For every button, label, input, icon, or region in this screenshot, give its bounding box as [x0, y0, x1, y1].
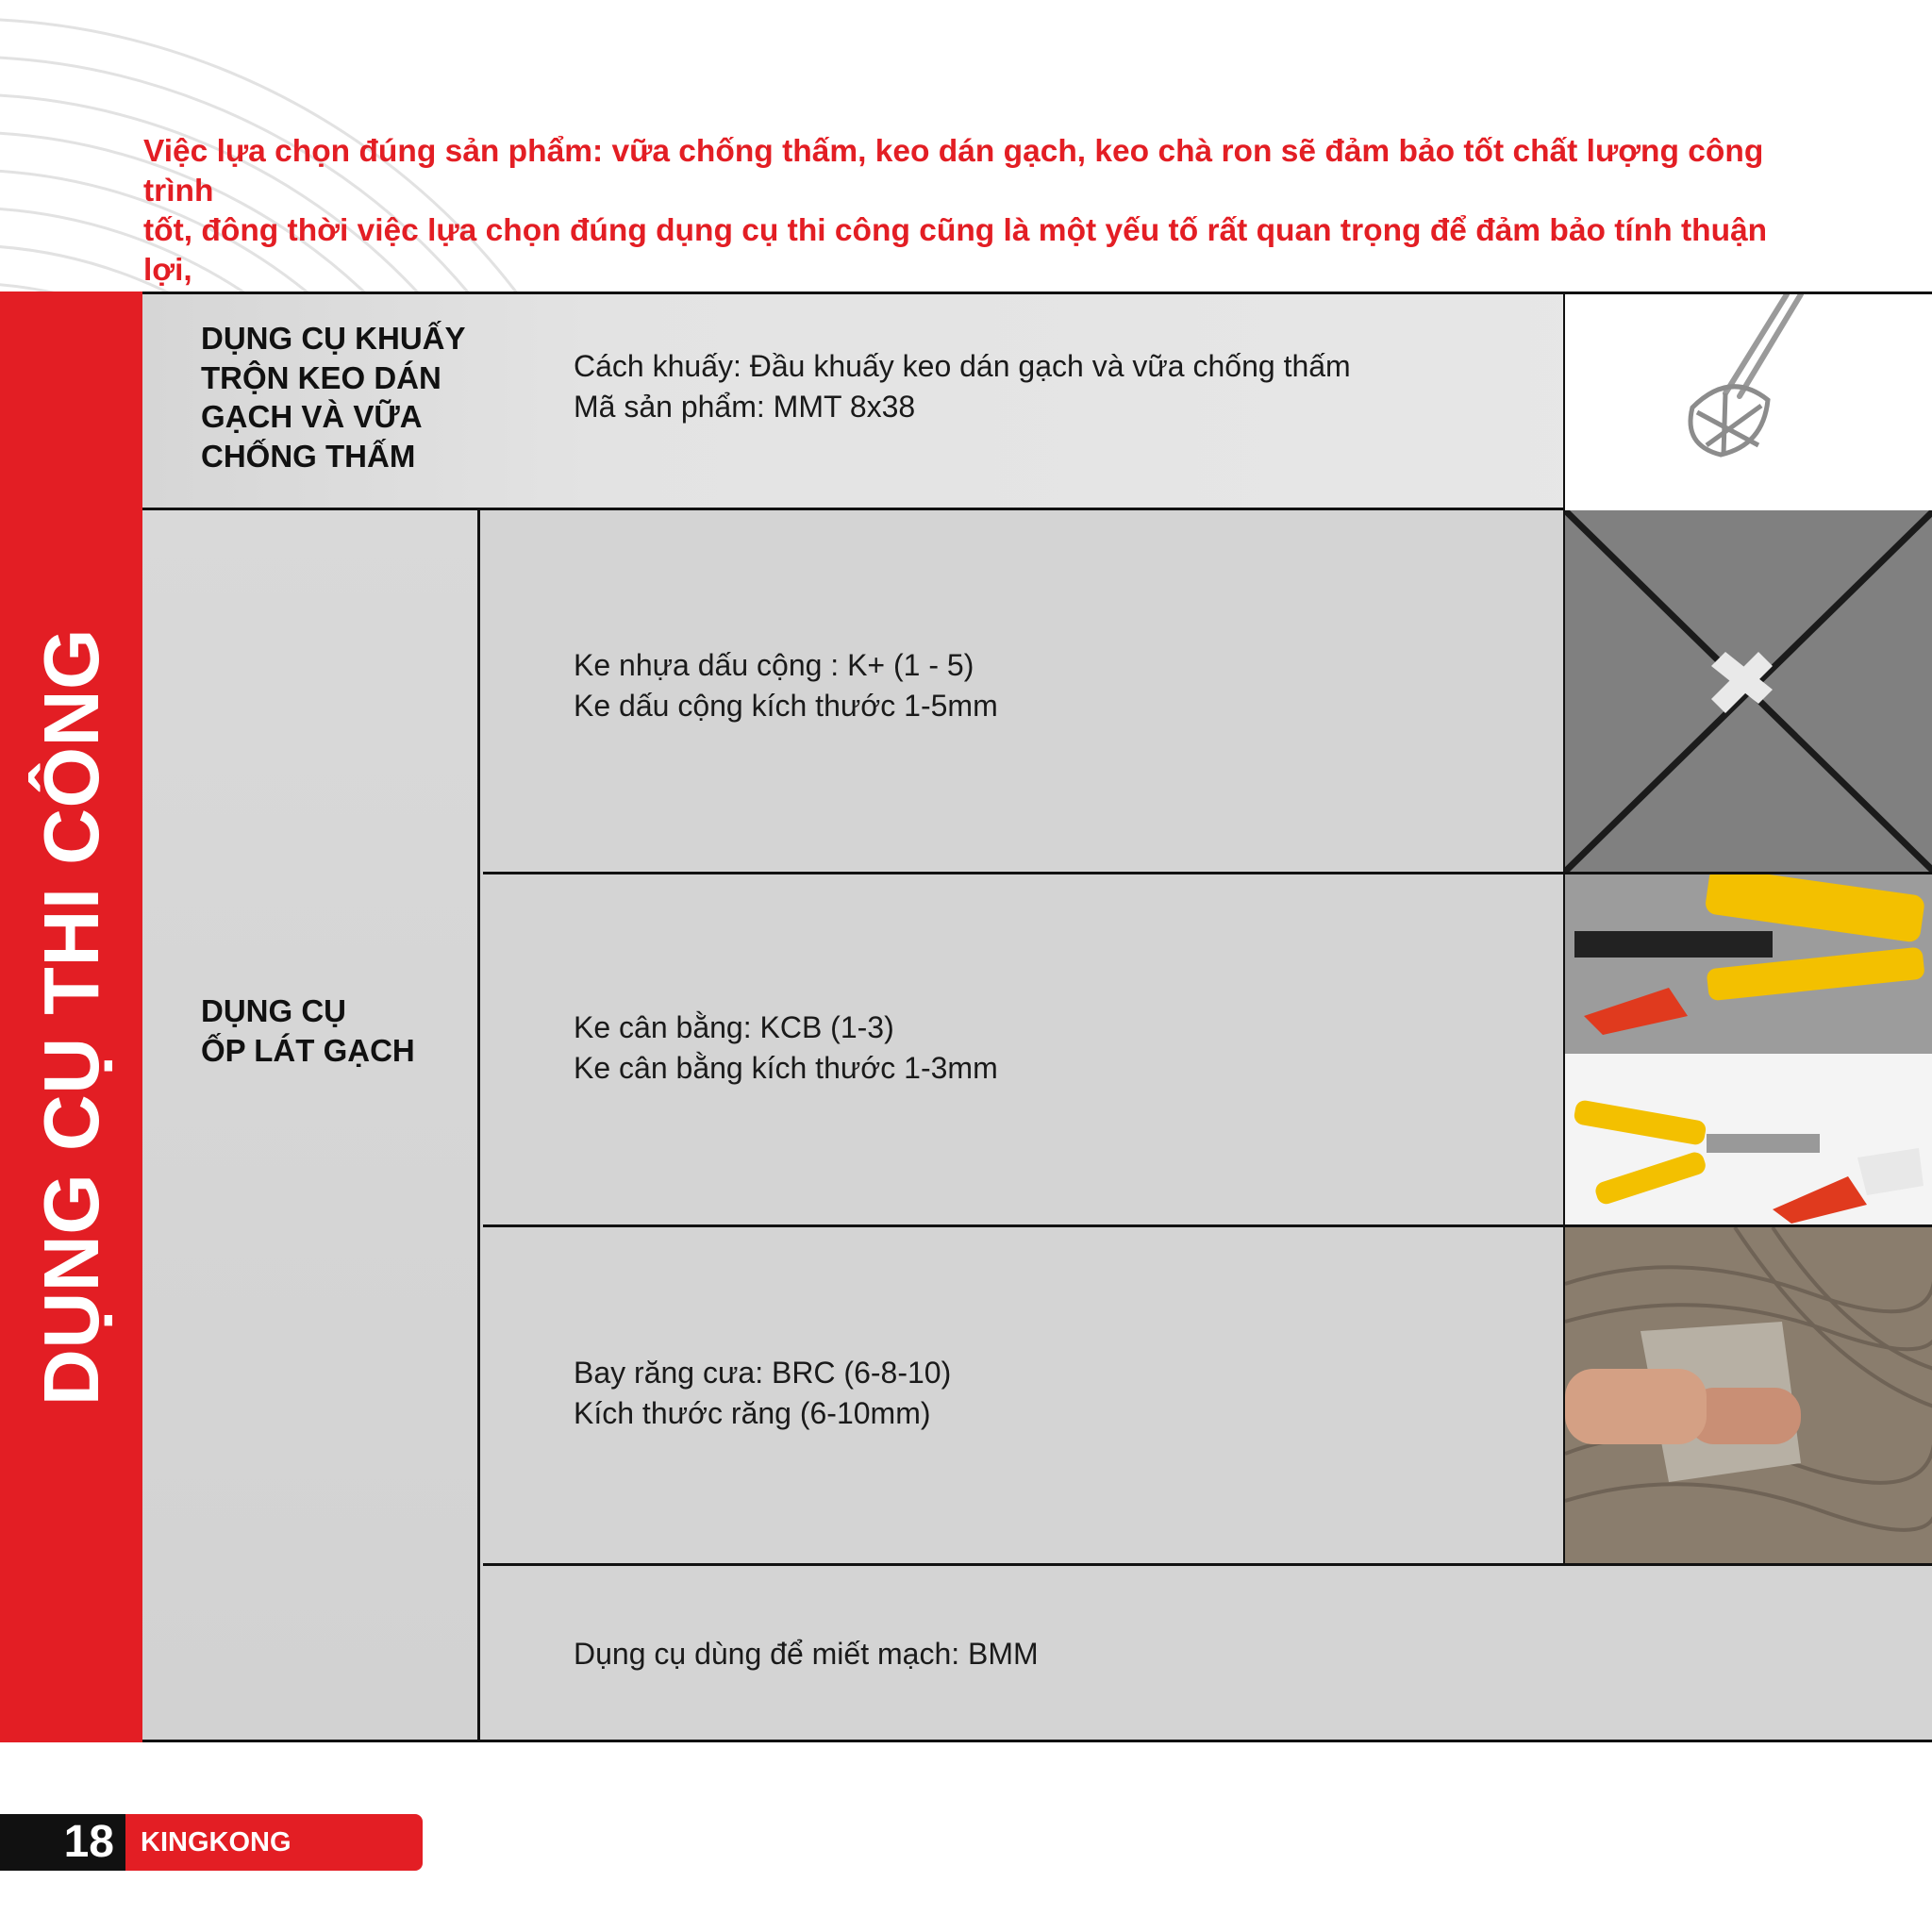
tile-leveling-pliers-photo	[1563, 874, 1932, 1224]
category-line: DỤNG CỤ	[201, 993, 346, 1028]
catalogue-tag	[125, 1814, 423, 1914]
description-line: Mã sản phẩm: MMT 8x38	[574, 390, 916, 424]
product-description	[574, 1008, 1517, 1089]
intro-line: Việc lựa chọn đúng sản phẩm: vữa chống thấm, keo dán gạch, keo chà ron sẽ đảm bảo tốt chất lượng công trình	[143, 134, 1764, 208]
mixing-paddle-photo	[1563, 294, 1932, 510]
category-line: ỐP LÁT GẠCH	[201, 1033, 415, 1068]
product-description	[574, 1353, 1517, 1434]
table-row-leveling	[483, 874, 1932, 1224]
category-line: CHỐNG THẤM	[201, 438, 416, 474]
notched-trowel-photo	[1563, 1227, 1932, 1563]
description-line: Cách khuấy: Đầu khuấy keo dán gạch và vữa chống thấm	[574, 349, 1351, 383]
brand-name: KINGKONG	[141, 1827, 291, 1857]
description-line: Ke cân bằng kích thước 1-3mm	[574, 1051, 998, 1085]
description-line: Bay răng cưa: BRC (6-8-10)	[574, 1356, 952, 1390]
category-column	[142, 510, 480, 1740]
category-label	[201, 319, 484, 475]
description-line: Kích thước răng (6-10mm)	[574, 1396, 931, 1430]
table-group-tiling	[142, 510, 1932, 1742]
catalogue-label: CATALOGUE	[141, 1884, 306, 1914]
category-label	[201, 991, 475, 1071]
category-line: GẠCH VÀ VỮA	[201, 399, 423, 434]
description-line: Ke nhựa dấu cộng : K+ (1 - 5)	[574, 648, 974, 682]
category-line: DỤNG CỤ KHUẤY	[201, 321, 466, 356]
description-line: Ke cân bằng: KCB (1-3)	[574, 1010, 894, 1044]
product-description	[574, 645, 1517, 726]
description-line: Dụng cụ dùng để miết mạch: BMM	[574, 1637, 1039, 1671]
table-row-joint-tool	[483, 1566, 1932, 1740]
tools-table	[142, 291, 1932, 1742]
product-description	[574, 346, 1517, 427]
table-row-cross-spacer	[483, 510, 1932, 872]
description-line: Ke dấu cộng kích thước 1-5mm	[574, 689, 998, 723]
product-description	[574, 1634, 1517, 1674]
side-title: DỤNG CỤ THI CÔNG	[27, 627, 115, 1407]
intro-line: tốt, đông thời việc lựa chọn đúng dụng cụ thi công cũng là một yếu tố rất quan trọng để đảm bảo tính thuận lợi,	[143, 213, 1768, 288]
page-number: 18	[0, 1814, 125, 1871]
table-row-notched-trowel	[483, 1227, 1932, 1563]
category-line: TRỘN KEO DÁN	[201, 359, 441, 395]
tile-cross-spacer-photo	[1563, 510, 1932, 872]
table-row-mixing	[142, 291, 1932, 510]
